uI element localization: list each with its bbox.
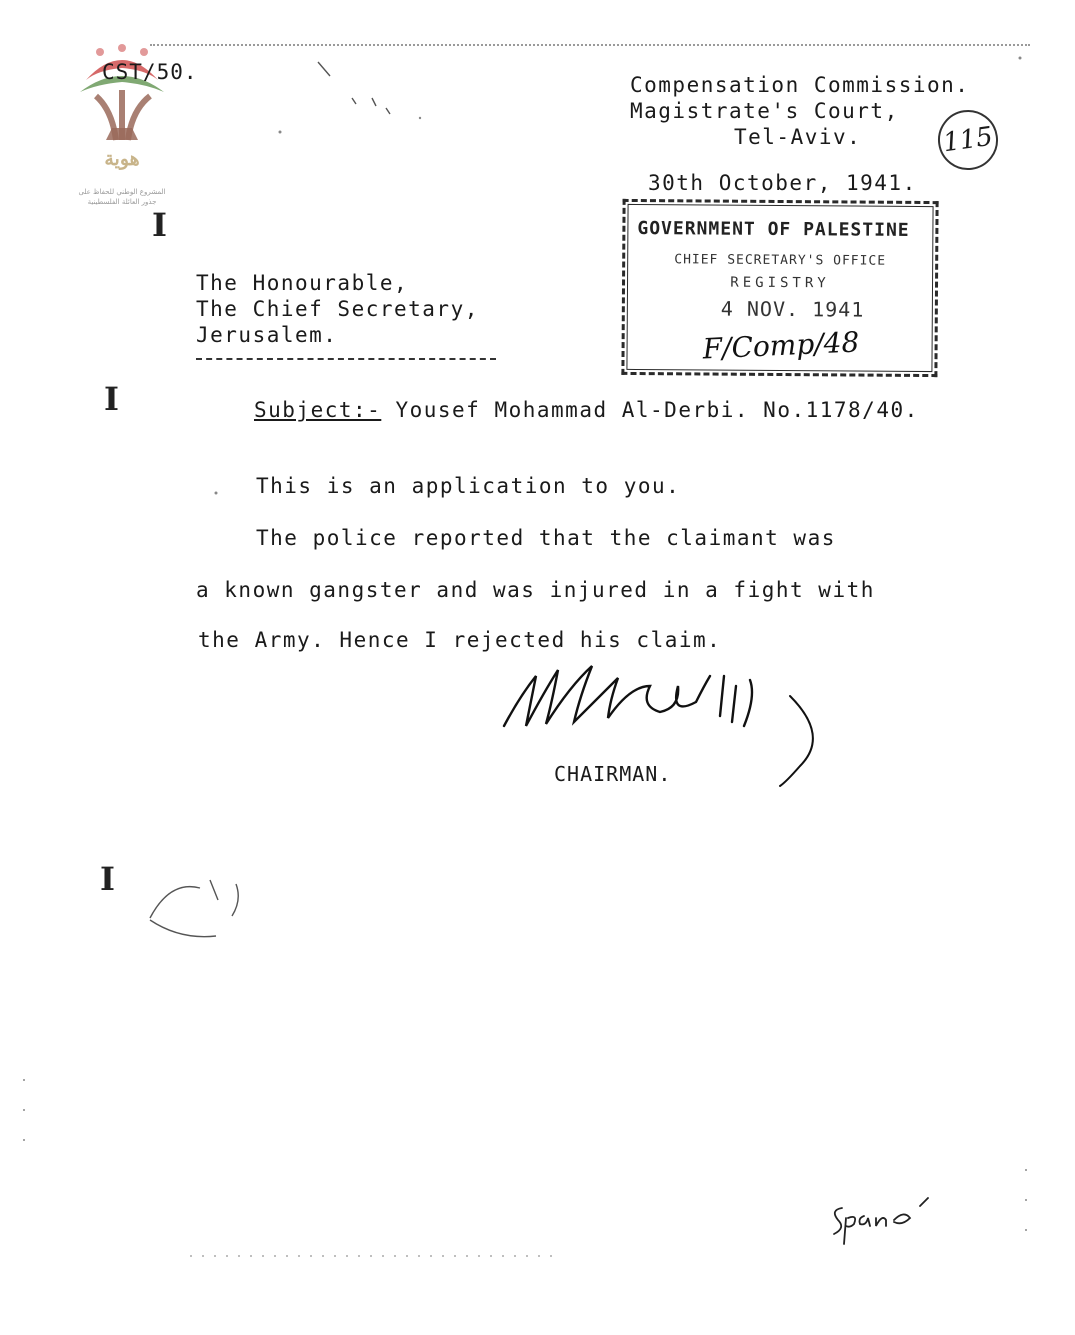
body-line: This is an application to you.	[256, 474, 681, 498]
stamp-date: 4 NOV. 1941	[720, 296, 865, 322]
body-line: the Army. Hence I rejected his claim.	[198, 628, 722, 652]
sender-line: Tel-Aviv.	[734, 125, 862, 149]
subject-text: Yousef Mohammad Al-Derbi. No.1178/40.	[395, 398, 919, 422]
folio-number: 115	[934, 106, 1002, 174]
logo-tagline: المشروع الوطني للحفاظ على	[78, 188, 166, 196]
body-line: a known gangster and was injured in a fight with	[196, 578, 875, 602]
reference-number: CST/50.	[102, 60, 198, 84]
sender-line: Magistrate's Court,	[630, 99, 899, 123]
margin-mark: I	[152, 206, 167, 244]
margin-mark: I	[100, 860, 115, 898]
addressee-line: The Honourable,	[196, 271, 409, 295]
margin-mark: I	[104, 380, 119, 418]
stamp-line: REGISTRY	[730, 274, 830, 292]
addressee-line: The Chief Secretary,	[196, 297, 479, 321]
stamp-line: CHIEF SECRETARY'S OFFICE	[674, 252, 887, 269]
logo-wordmark: هوية	[104, 148, 140, 170]
letter-date: 30th October, 1941.	[648, 171, 917, 195]
stamp-line: GOVERNMENT OF PALESTINE	[637, 218, 910, 241]
stamp-file-reference: F/Comp/48	[701, 325, 860, 366]
subject-label: Subject:-	[254, 398, 382, 422]
signatory-title: CHAIRMAN.	[554, 762, 672, 786]
body-line: The police reported that the claimant was	[256, 526, 836, 550]
logo-tagline: جذور العائلة الفلسطينية	[87, 198, 157, 206]
addressee-line: Jerusalem.	[196, 323, 338, 347]
sender-line: Compensation Commission.	[630, 73, 970, 97]
